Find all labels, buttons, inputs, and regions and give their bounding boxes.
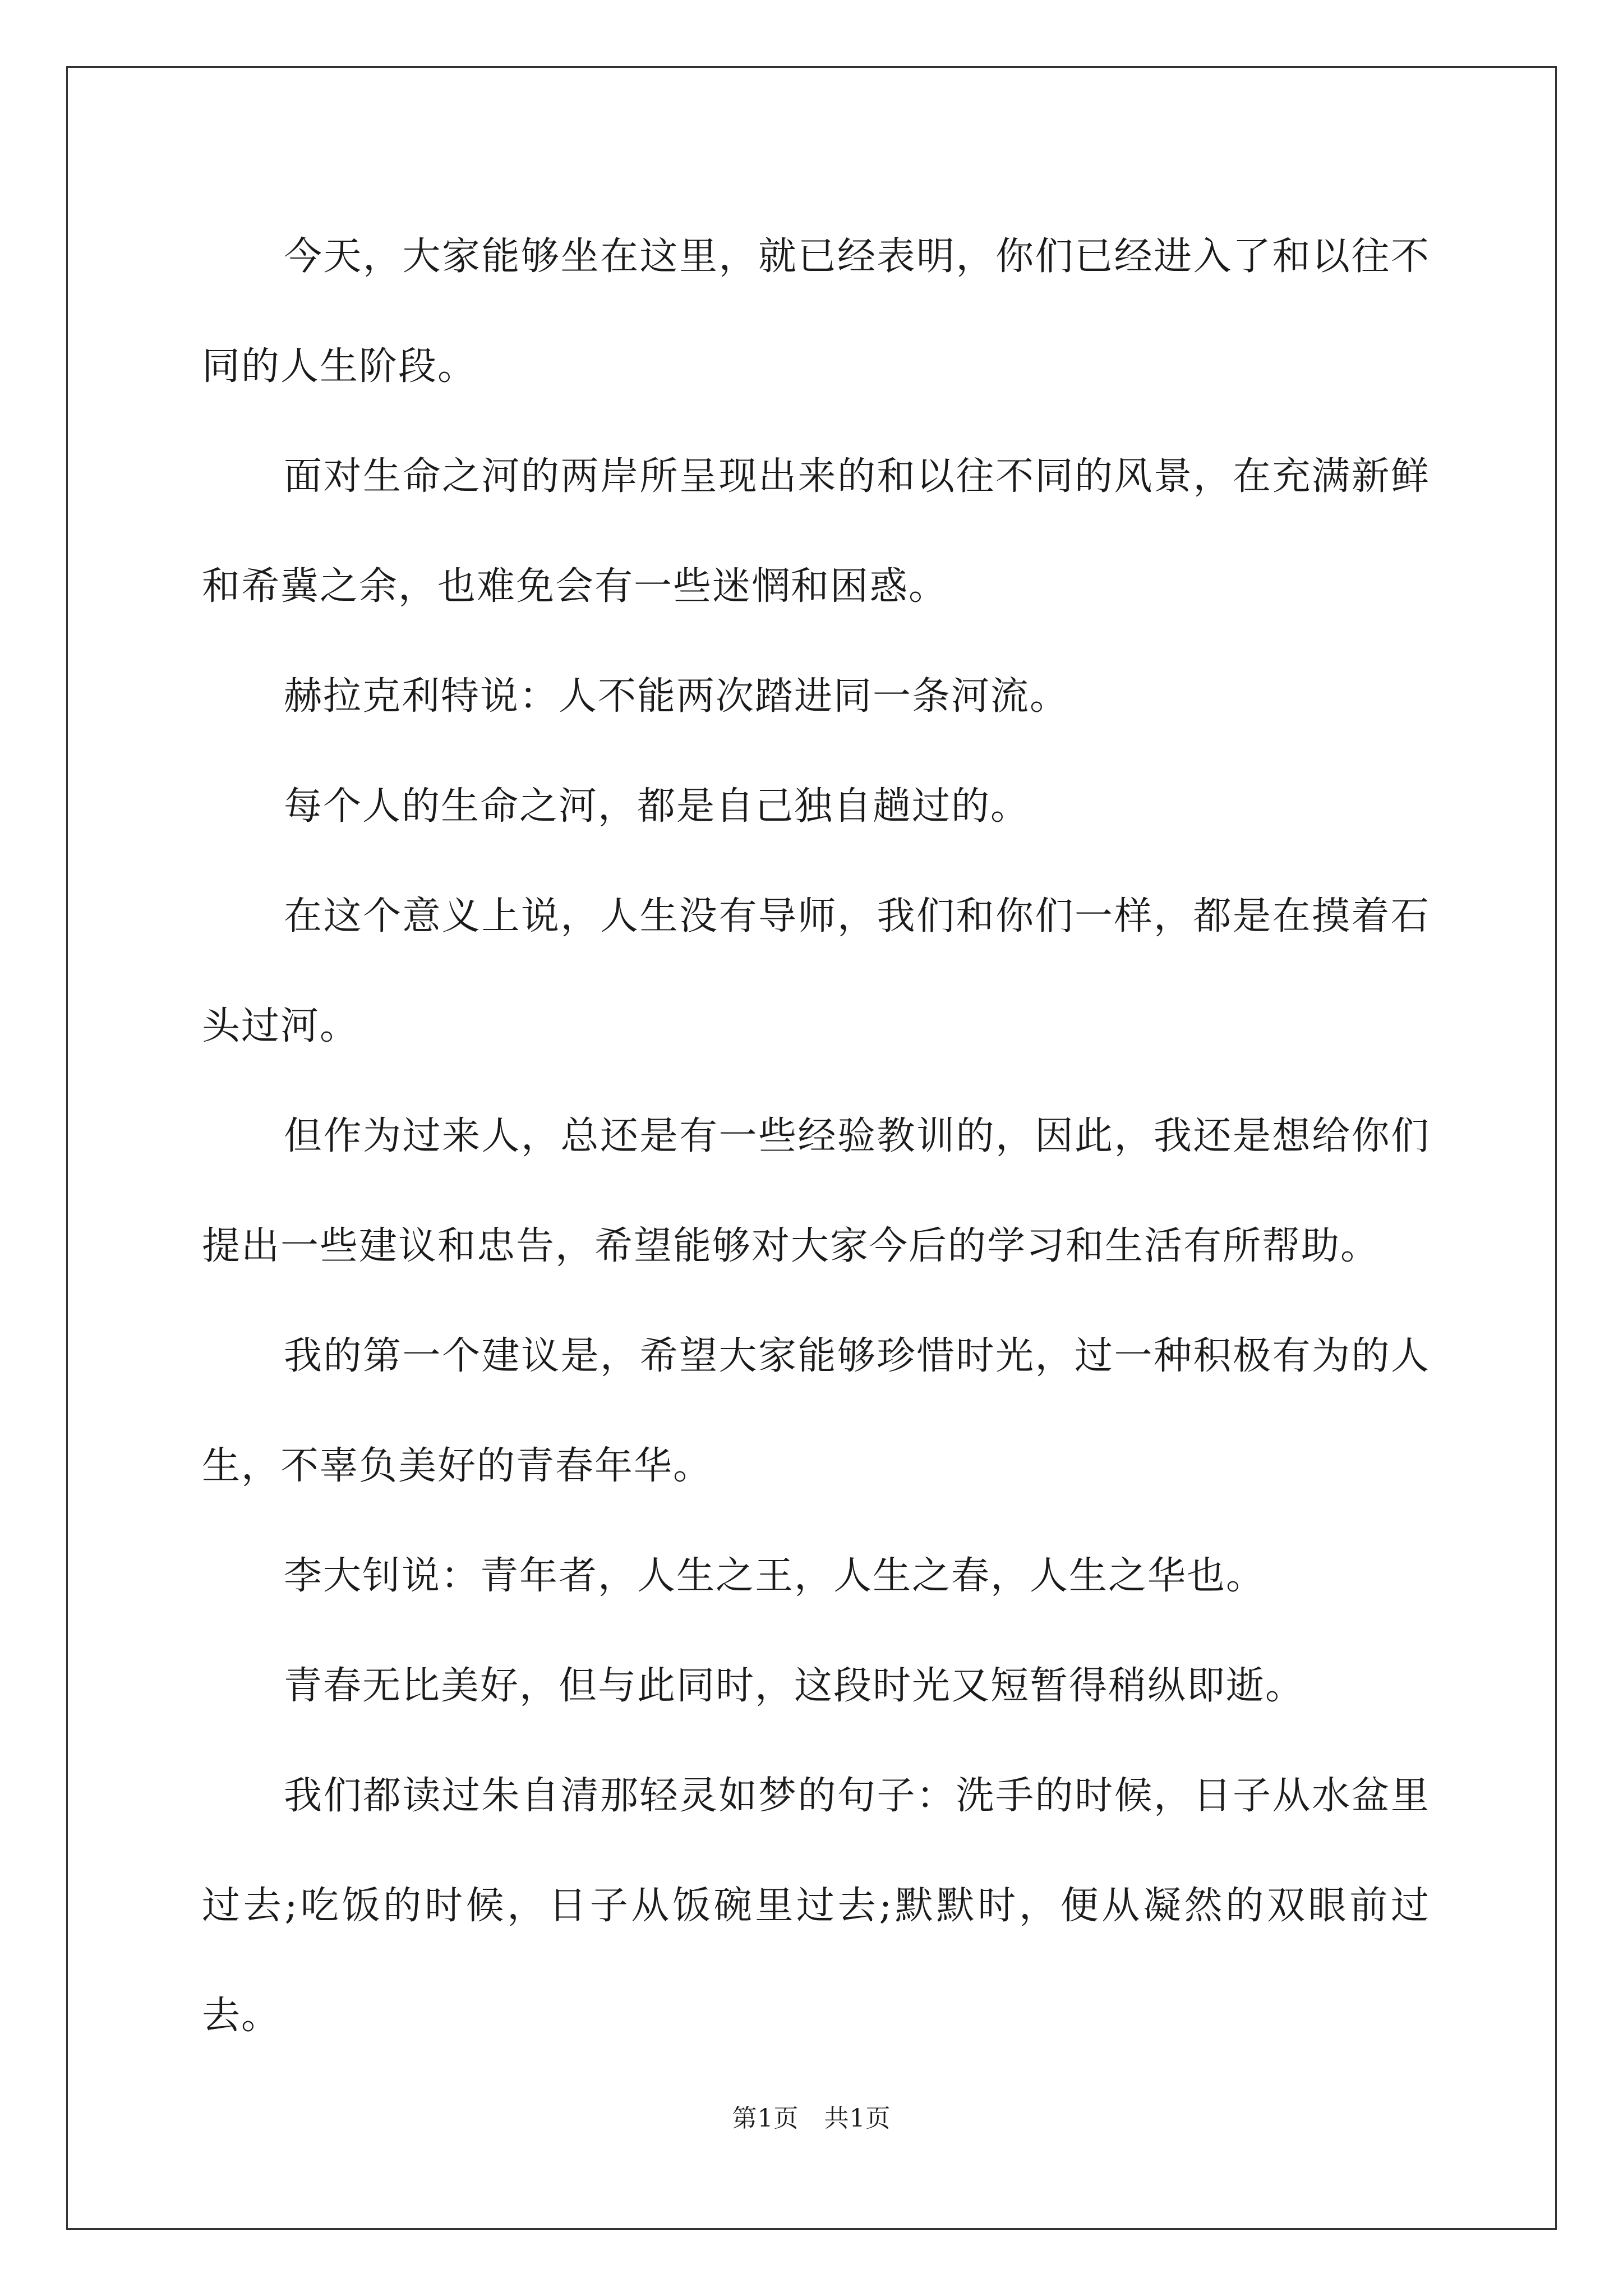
document-body: [202, 202, 1430, 2071]
paragraph: 李大钊说：青年者，人生之王，人生之春，人生之华也。: [284, 1554, 1266, 1598]
paragraph: 青春无比美好，但与此同时，这段时光又短暂得稍纵即逝。: [284, 1664, 1305, 1708]
page-number: 第1页 共1页: [732, 2104, 891, 2133]
paragraph: 我的第一个建议是，希望大家能够珍惜时光，过一种积极有为的人生，不辜负美好的青春年华。: [202, 1334, 1430, 1488]
paragraph: 我们都读过朱自清那轻灵如梦的句子：洗手的时候，日子从水盆里过去;吃饭的时候，日子从饭碗里过去;默默时，便从凝然的双眼前过去。: [202, 1774, 1430, 2038]
paragraph: 面对生命之河的两岸所呈现出来的和以往不同的风景，在充满新鲜和希冀之余，也难免会有一些迷惘和困惑。: [202, 454, 1430, 609]
paragraph: 每个人的生命之河，都是自己独自趟过的。: [284, 784, 1030, 829]
paragraph: 在这个意义上说，人生没有导师，我们和你们一样，都是在摸着石头过河。: [202, 894, 1430, 1048]
paragraph: 但作为过来人，总还是有一些经验教训的，因此，我还是想给你们提出一些建议和忠告，希望能够对大家今后的学习和生活有所帮助。: [202, 1114, 1430, 1268]
paragraph: 赫拉克利特说：人不能两次踏进同一条河流。: [284, 674, 1069, 719]
paragraph: 今天，大家能够坐在这里，就已经表明，你们已经进入了和以往不同的人生阶段。: [202, 234, 1430, 389]
